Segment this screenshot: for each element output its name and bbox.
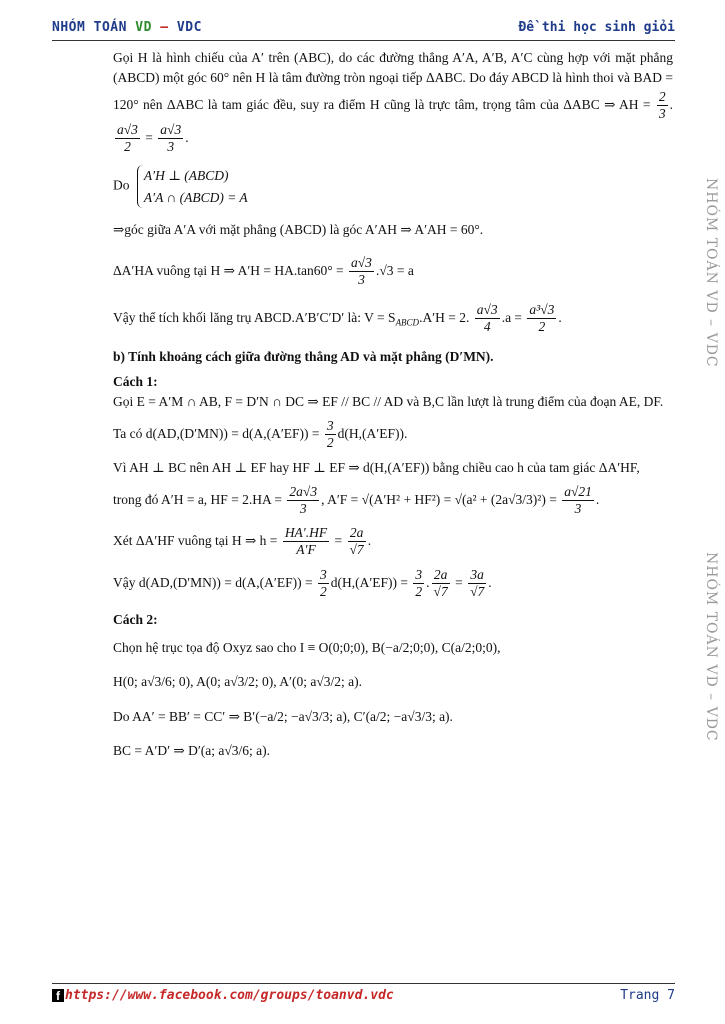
fraction: $\frac{3}{2}$ [326, 418, 334, 451]
fraction: $\frac{a√3}{4}$ [476, 302, 498, 335]
fraction: $\frac{a√21}{3}$ [564, 483, 592, 516]
fraction: $\frac{3}{2}$ [319, 566, 327, 599]
paragraph: ⇒góc giữa A′A với mặt phẳng (ABCD) là góc A′AH ⇒ A′AH = 60°. [113, 222, 484, 238]
paragraph: Vậy d(AD,(D′MN)) = d(A,(A′EF)) = $\frac{3}{2}$ d(H,(A′EF)) = $\frac{3}{2}$ . $\frac{2a}{√7}$ = $\frac{3a}{√7}$ . [113, 566, 492, 599]
brand-title: NHÓM TOÁN VD – VDC [52, 20, 202, 35]
paragraph: Xét ΔA′HF vuông tại H ⇒ h = $\frac{HA'.HF}{A'F}$ = $\frac{2a}{√7}$ . [113, 525, 372, 558]
paragraph: Vậy thể tích khối lăng trụ ABCD.A′B′C′D′ là: $V = S_{ABCD}.A'H = 2$. $\frac{a√3}{4}$ .a = $\frac{\text{a³√3}}{2}$ . [113, 302, 562, 335]
equation-system: A′H ⊥ (ABCD) A′A ∩ (ABCD) = A [137, 165, 248, 208]
paragraph: Ta có d(AD,(D′MN)) = d(A,(A′EF)) = $\frac{3}{2}$ d(H,(A′EF)). [113, 418, 408, 451]
paragraph: ΔA′HA vuông tại H ⇒ A′H = HA.tan60° = $\frac{a√3}{3}$ .√3 = a [113, 254, 414, 287]
fraction: $\frac{2}{3}$ [658, 88, 666, 121]
paragraph: Gọi H là hình chiếu của A′ trên (ABC), do các đường thẳng A′A, A′B, A′C cùng hợp với mặt phẳng (ABCD) một góc 60° nên H là tâm đường tròn ngoại tiếp ΔABC. Do đáy ABCD là hình thoi và BAD = 120° nên ΔABC là tam giác đều, suy ra điểm H cũng là trực tâm, trọng tâm của ΔABC ⇒ AH = $\frac{2}{3}$ . $\frac{a√3}{2}$ = $\frac{a√3}{3}$ . [113, 50, 673, 155]
fraction: $\frac{2a}{√7}$ [433, 566, 448, 599]
fraction: $\frac{a√3}{2}$ [117, 121, 138, 155]
fraction: $\frac{3}{2}$ [415, 566, 423, 599]
paragraph: trong đó A′H = a, HF = 2.HA = $\frac{2a√3}{3}$ , A′F = √(A′H² + HF²) = √(a² + (2a√3/3)²) = $\frac{a√21}{3}$ . [113, 483, 600, 516]
paragraph: BC = A′D′ ⇒ D′(a; a√3/6; a). [113, 742, 271, 758]
page-header [52, 20, 675, 40]
method-heading: Cách 1: [113, 373, 158, 389]
paragraph: Chọn hệ trục tọa độ Oxyz sao cho I ≡ O(0;0;0), B(−a/2;0;0), C(a/2;0;0), [113, 640, 501, 656]
method-heading: Cách 2: [113, 611, 158, 627]
facebook-icon: f [52, 989, 64, 1002]
fraction: $\frac{a√3}{3}$ [351, 254, 372, 287]
fraction: $\frac{2a√3}{3}$ [289, 483, 318, 516]
fraction: $\frac{2a}{√7}$ [349, 525, 364, 558]
side-watermark: NHÓM TOÁN VD – VDC [703, 178, 719, 368]
paragraph: H(0; a√3/6; 0), A(0; a√3/2; 0), A′(0; a√3/2; a). [113, 674, 363, 690]
footer-link[interactable]: f https://www.facebook.com/groups/toanvd.vdc [52, 988, 394, 1003]
paragraph: Vì AH ⊥ BC nên AH ⊥ EF hay HF ⊥ EF ⇒ d(H,(A′EF)) bằng chiều cao h của tam giác ΔA′HF, [113, 459, 640, 475]
paragraph: Do AA′ = BB′ = CC′ ⇒ B′(−a/2; −a√3/3; a), C′(a/2; −a√3/3; a). [113, 708, 453, 724]
fraction: $\frac{HA'.HF}{A'F}$ [284, 525, 328, 558]
footer-divider [52, 983, 675, 984]
document-title: Đề thi học sinh giỏi [518, 20, 675, 35]
fraction: $\frac{a√3}{3}$ [160, 121, 182, 155]
fraction: $\frac{\text{a³√3}}{2}$ [529, 302, 555, 335]
paragraph: Gọi E = A′M ∩ AB, F = D′N ∩ DC ⇒ EF // BC // AD và B,C lần lượt là trung điểm của đoạn AE, DF. [113, 393, 664, 409]
side-watermark: NHÓM TOÁN VD – VDC [703, 552, 719, 742]
page-number: Trang 7 [620, 988, 675, 1003]
header-divider [52, 40, 675, 41]
document-body [113, 48, 673, 761]
system-paragraph: Do A′H ⊥ (ABCD) A′A ∩ (ABCD) = A [113, 165, 673, 208]
fraction: $\frac{3a}{√7}$ [470, 566, 485, 599]
section-heading: b) Tính khoảng cách giữa đường thẳng AD và mặt phẳng (D′MN). [113, 349, 494, 365]
